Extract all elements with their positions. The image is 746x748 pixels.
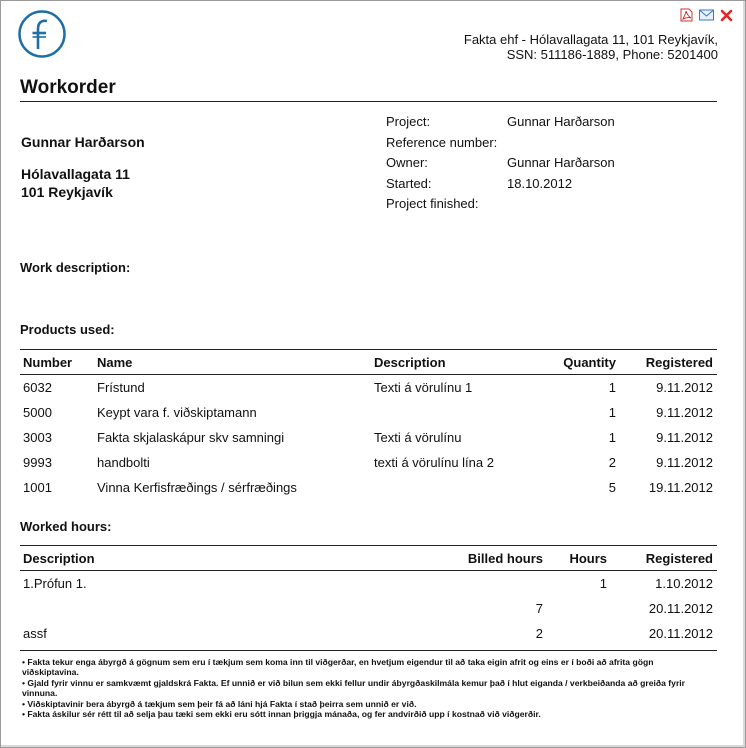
- cell-number: 3003: [23, 430, 52, 445]
- cell-name: Keypt vara f. viðskiptamann: [97, 405, 257, 420]
- hours-table: [20, 545, 717, 646]
- products-table: [20, 349, 717, 500]
- cell-registered: 20.11.2012: [648, 626, 713, 641]
- document-title: Workorder: [20, 77, 116, 98]
- col-registered: Registered: [611, 546, 717, 571]
- cell-quantity: 1: [608, 430, 616, 445]
- info-label: Started:: [386, 175, 432, 191]
- cell-description: [371, 400, 528, 425]
- cell-billed-hours: 7: [535, 601, 543, 616]
- title-divider: [20, 101, 717, 102]
- cell-registered: 9.11.2012: [656, 380, 713, 395]
- cell-name: Fakta skjalaskápur skv samningi: [97, 430, 285, 445]
- cell-registered: 9.11.2012: [656, 455, 713, 470]
- term-item: • Gjald fyrir vinnu er samkvæmt gjaldskrá Fakta. Ef unnið er við bilun sem ekki fellur undir ábyrgðaskilmála kemur það í hlut eiganda / verkbeiðanda að greiða fyrir vinnuna.: [22, 677, 686, 699]
- customer-block: [21, 133, 145, 201]
- cell-quantity: 5: [608, 480, 616, 495]
- cell-description: 1.Prófun 1.: [23, 576, 87, 591]
- cell-name: Frístund: [97, 380, 145, 395]
- table-row: [20, 375, 717, 401]
- col-description: Description: [20, 546, 440, 571]
- term-item: • Fakta tekur enga ábyrgð á gögnum sem eru í tækjum sem koma inn til viðgerðar, en hvetjum eigendur til að taka eigin afrit og eins er í boði að afrita gögn viðskiptavina.: [22, 657, 654, 678]
- cell-billed-hours: [440, 571, 547, 597]
- cell-name: Vinna Kerfisfræðings / sérfræðings: [97, 480, 297, 495]
- cell-quantity: 1: [608, 380, 616, 395]
- customer-name: Gunnar Harðarson: [21, 134, 145, 150]
- cell-description: assf: [23, 626, 47, 641]
- table-row: [20, 571, 717, 597]
- col-hours: Hours: [547, 546, 611, 571]
- customer-city: 101 Reykjavík: [21, 184, 113, 200]
- table-row: [20, 400, 717, 425]
- cell-quantity: 2: [608, 455, 616, 470]
- worked-hours-heading: Worked hours:: [20, 519, 112, 534]
- cell-registered: 20.11.2012: [648, 601, 713, 616]
- work-description-heading: Work description:: [20, 260, 131, 275]
- info-label: Reference number:: [386, 134, 498, 150]
- cell-hours: [547, 596, 611, 621]
- cell-number: 5000: [23, 405, 52, 420]
- table-row: [20, 475, 717, 500]
- info-row-owner: [386, 155, 615, 176]
- cell-description: Texti á vörulínu: [374, 430, 462, 445]
- cell-billed-hours: 2: [535, 626, 543, 641]
- cell-description: [371, 475, 528, 500]
- terms-list: [22, 657, 712, 719]
- cell-registered: 9.11.2012: [656, 430, 713, 445]
- toolbar: [679, 8, 734, 22]
- table-row: [20, 596, 717, 621]
- cell-number: 9993: [23, 455, 52, 470]
- products-header-row: [20, 350, 717, 375]
- col-billed-hours: Billed hours: [440, 546, 547, 571]
- cell-registered: 9.11.2012: [656, 405, 713, 420]
- info-label: Project finished:: [386, 196, 479, 211]
- cell-quantity: 1: [608, 405, 616, 420]
- cell-description: texti á vörulínu lína 2: [374, 455, 494, 470]
- hours-header-row: [20, 546, 717, 571]
- cell-number: 6032: [23, 380, 52, 395]
- info-row-started: [386, 176, 615, 197]
- term-item: • Fakta áskilur sér rétt til að selja þau tæki sem ekki eru sótt innan þriggja mánaða, og fer andvirðið upp í kostnað við viðgerðir.: [22, 709, 541, 720]
- col-registered: Registered: [620, 350, 717, 375]
- cell-hours: 1: [599, 576, 607, 591]
- cell-description: [20, 596, 440, 621]
- info-label: Owner:: [386, 155, 428, 170]
- table-row: [20, 425, 717, 450]
- table-row: [20, 621, 717, 646]
- pdf-icon[interactable]: [679, 8, 694, 22]
- company-address: Fakta ehf - Hólavallagata 11, 101 Reykjavík,: [463, 32, 718, 47]
- info-label: Project:: [386, 114, 431, 129]
- term-item: • Viðskiptavinir bera ábyrgð á tækjum sem þeir fá að láni hjá Fakta í stað þeirra sem unnið er við.: [22, 698, 417, 709]
- col-name: Name: [94, 350, 371, 375]
- col-number: Number: [20, 350, 94, 375]
- company-info: [464, 32, 718, 62]
- email-icon[interactable]: [699, 8, 714, 22]
- company-ssn-phone: SSN: 511186-1889, Phone: 5201400: [506, 47, 718, 62]
- customer-street: Hólavallagata 11: [21, 166, 130, 182]
- cell-description: Texti á vörulínu 1: [374, 380, 473, 395]
- col-description: Description: [371, 350, 528, 375]
- table-row: [20, 450, 717, 475]
- info-row-finished: [386, 196, 615, 217]
- info-value: Gunnar Harðarson: [507, 155, 615, 170]
- cell-registered: 1.10.2012: [655, 576, 713, 591]
- company-logo: [17, 9, 67, 59]
- cell-name: handbolti: [97, 455, 150, 470]
- project-info: [386, 114, 615, 217]
- cell-hours: [547, 621, 611, 646]
- info-row-project: [386, 114, 615, 135]
- info-value: 18.10.2012: [507, 175, 573, 191]
- footer-divider: [20, 650, 717, 651]
- info-value: Gunnar Harðarson: [507, 114, 615, 129]
- col-quantity: Quantity: [528, 350, 620, 375]
- cell-registered: 19.11.2012: [648, 480, 713, 495]
- close-icon[interactable]: [719, 8, 734, 22]
- info-row-reference: [386, 135, 615, 156]
- products-heading: Products used:: [20, 322, 115, 337]
- cell-number: 1001: [23, 480, 52, 495]
